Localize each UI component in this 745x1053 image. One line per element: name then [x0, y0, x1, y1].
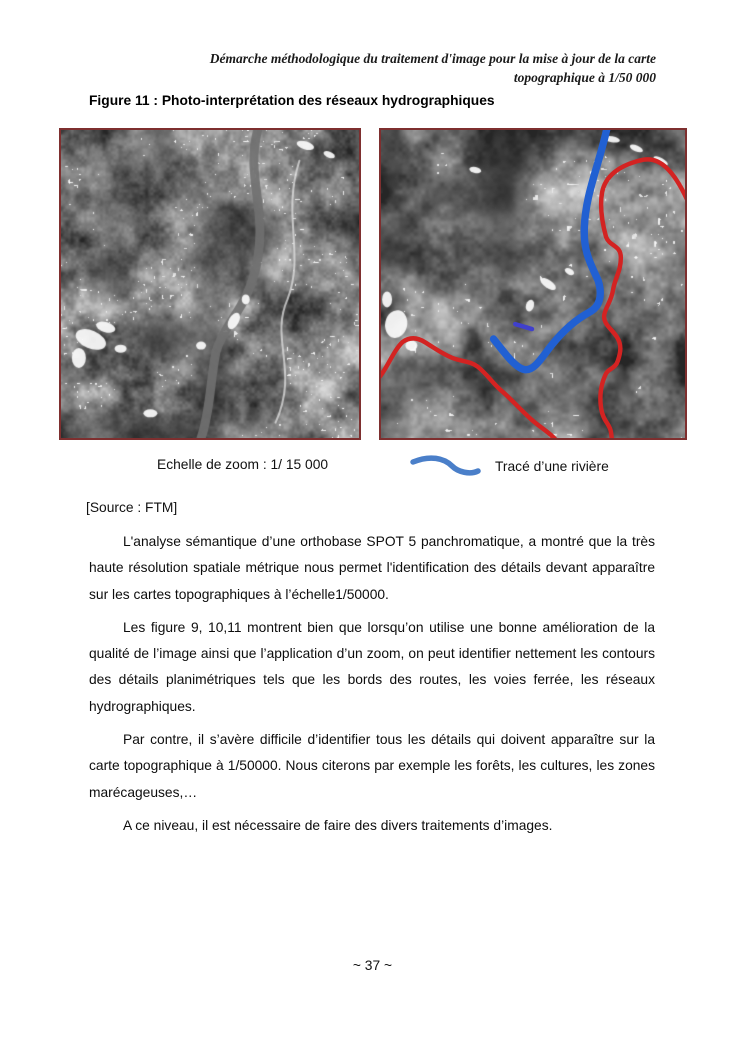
body-paragraphs	[89, 529, 655, 846]
boundary-line-east	[600, 159, 685, 438]
running-header	[140, 50, 656, 87]
running-header-line1: Démarche méthodologique du traitement d'image pour la mise à jour de la carte	[209, 51, 656, 66]
figure-captions	[59, 448, 687, 488]
satellite-image-right-frame	[379, 128, 687, 440]
source-note: [Source : FTM]	[86, 500, 178, 515]
paragraph-2: Les figure 9, 10,11 montrent bien que lorsqu’on utilise une bonne amélioration de la qualité de l’image ainsi que l’application d’un zoom, on peut identifier nettement les contours des détails planimétriques tels que les bords des routes, les voies ferrée, les réseaux hydrographiques.	[89, 619, 655, 714]
paragraph-1: L'analyse sémantique d’une orthobase SPOT 5 panchromatique, a montré que la très haute résolution spatiale métrique nous permet l'identification des détails devant apparaître sur les cartes topographiques à l’échelle1/50000.	[89, 534, 655, 602]
boundary-line-west	[381, 338, 557, 438]
figure-title: Figure 11 : Photo-interprétation des réseaux hydrographiques	[89, 93, 495, 108]
figure-images	[59, 128, 687, 440]
river-trace-dash	[515, 324, 532, 329]
photo-interpretation-overlay	[381, 130, 685, 438]
satellite-image-left-frame	[59, 128, 361, 440]
running-header-line2: topographique à 1/50 000	[513, 69, 656, 85]
river-legend-icon	[408, 450, 482, 486]
page-number: ~ 37 ~	[352, 958, 393, 973]
paragraph-4: A ce niveau, il est nécessaire de faire des divers traitements d’images.	[123, 817, 553, 833]
satellite-image-left	[61, 130, 359, 438]
paragraph-3: Par contre, il s’avère difficile d’identifier tous les détails qui doivent apparaître sur la carte topographique à 1/50000. Nous citerons par exemple les forêts, les cultures, les zones marécageuses,…	[89, 732, 655, 800]
zoom-scale-caption: Echelle de zoom : 1/ 15 000	[157, 457, 329, 472]
river-trace-line	[494, 130, 608, 370]
river-legend-label: Tracé d’une rivière	[495, 459, 609, 474]
